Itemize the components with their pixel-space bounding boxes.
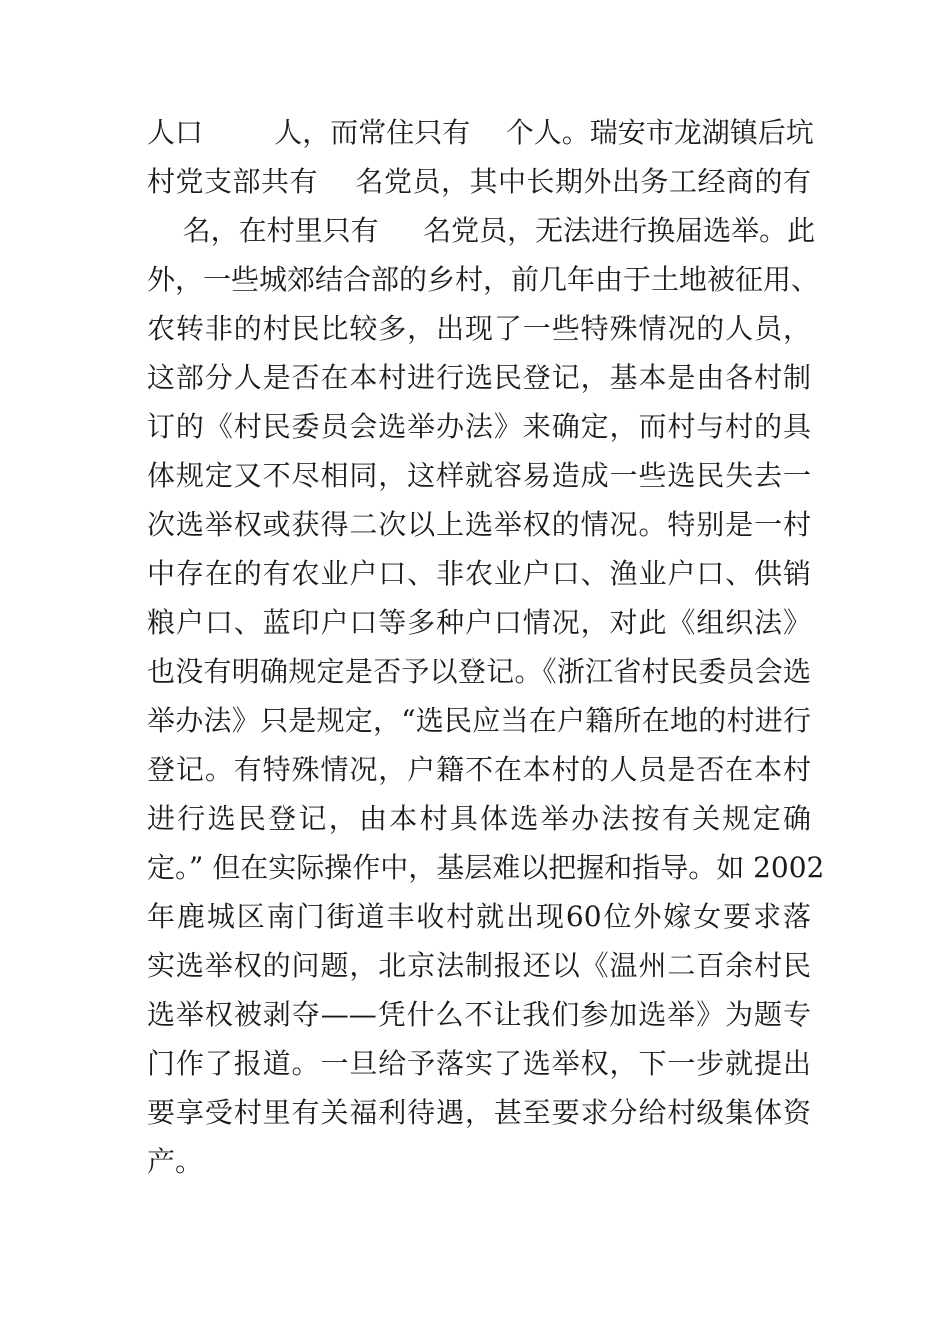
text-line: 也没有明确规定是否予以登记。《浙江省村民委员会选: [147, 655, 811, 688]
text-line: 村党支部共有 名党员，其中长期外出务工经商的有: [147, 165, 811, 198]
text-line: 登记。有特殊情况，户籍不在本村的人员是否在本村: [147, 753, 811, 786]
text-line: 年鹿城区南门街道丰收村就出现60位外嫁女要求落: [147, 900, 811, 933]
text-line: 农转非的村民比较多，出现了一些特殊情况的人员，: [147, 312, 811, 345]
text-line: 选举权被剥夺——凭什么不让我们参加选举》为题专: [147, 998, 811, 1031]
text-line: 门作了报道。一旦给予落实了选举权，下一步就提出: [147, 1047, 811, 1080]
text-line: 次选举权或获得二次以上选举权的情况。特别是一村: [147, 508, 811, 541]
text-line: 订的《村民委员会选举办法》来确定，而村与村的具: [147, 410, 811, 443]
text-line: 名，在村里只有 名党员，无法进行换届选举。此: [147, 214, 816, 247]
text-line: 举办法》只是规定，“选民应当在户籍所在地的村进行: [147, 704, 811, 737]
text-line: 人口 人，而常住只有 个人。瑞安市龙湖镇后坑: [147, 116, 814, 149]
text-line: 体规定又不尽相同，这样就容易造成一些选民失去一: [147, 459, 811, 492]
text-line: 这部分人是否在本村进行选民登记，基本是由各村制: [147, 361, 811, 394]
text-line: 外，一些城郊结合部的乡村，前几年由于土地被征用、: [147, 263, 820, 296]
text-line: 粮户口、蓝印户口等多种户口情况，对此《组织法》: [147, 606, 811, 639]
text-line: 中存在的有农业户口、非农业户口、渔业户口、供销: [147, 557, 811, 590]
text-line: 要享受村里有关福利待遇，甚至要求分给村级集体资: [147, 1096, 811, 1129]
text-line: 定。” 但在实际操作中，基层难以把握和指导。如 2002: [147, 851, 825, 884]
text-line: 进行选民登记，由本村具体选举办法按有关规定确: [147, 802, 811, 835]
text-line: 产。: [147, 1145, 204, 1178]
body-paragraph: [147, 108, 825, 1186]
text-line: 实选举权的问题，北京法制报还以《温州二百余村民: [147, 949, 811, 982]
